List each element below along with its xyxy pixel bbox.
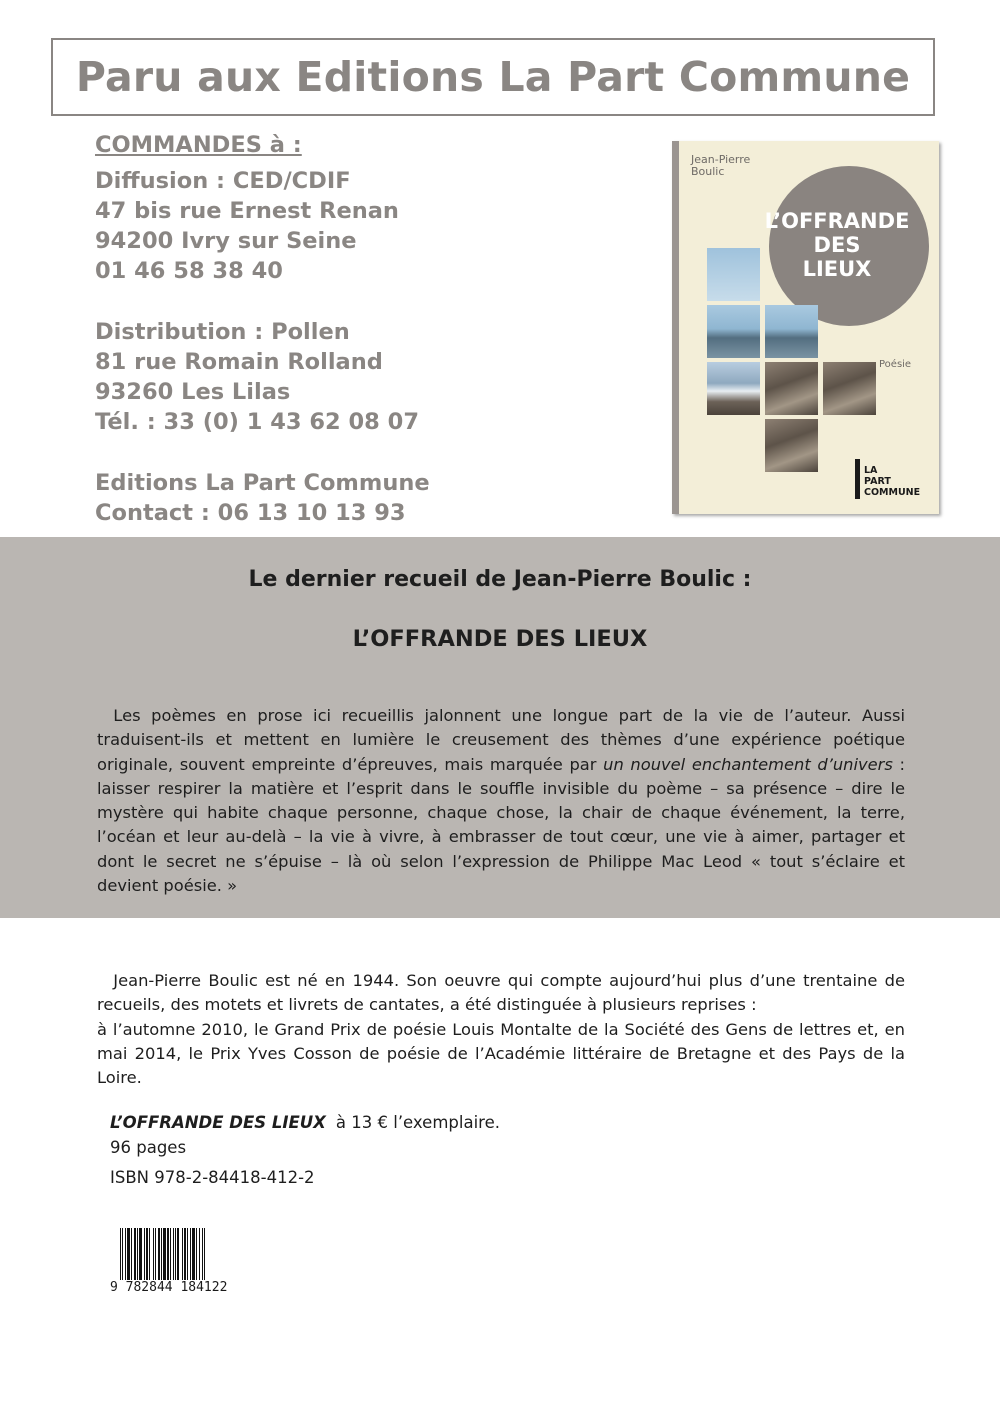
order-contacts	[95, 130, 655, 528]
cover-genre: Poésie	[879, 359, 912, 370]
page-title: Paru aux Editions La Part Commune	[75, 53, 911, 101]
distribution-line: 81 rue Romain Rolland	[95, 349, 383, 375]
cover-author: Jean-Pierre Boulic	[691, 153, 751, 178]
photo-tile	[707, 248, 760, 301]
barcode-digits: 9 782844 184122	[110, 1280, 260, 1295]
photo-tile	[765, 419, 818, 472]
diffusion-line: Diffusion : CED/CDIF	[95, 168, 351, 194]
author-bio	[97, 969, 905, 1090]
photo-tile	[765, 305, 818, 358]
cover-title: L’OFFRANDE DES LIEUX	[764, 209, 910, 281]
details-book-title: L’OFFRANDE DES LIEUX	[110, 1113, 326, 1132]
diffusion-line: 94200 Ivry sur Seine	[95, 228, 357, 254]
description-emphasis: un nouvel enchantement d’univers	[603, 754, 893, 774]
book-title-heading: L’OFFRANDE DES LIEUX	[352, 626, 648, 652]
band-heading: Le dernier recueil de Jean-Pierre Boulic :	[248, 567, 752, 592]
header-box	[51, 38, 935, 116]
diffusion-line: 47 bis rue Ernest Renan	[95, 198, 399, 224]
price: à 13 € l’exemplaire.	[335, 1113, 500, 1132]
publisher-logo-bar	[855, 459, 860, 499]
isbn: ISBN 978-2-84418-412-2	[110, 1168, 315, 1187]
editions-line: Contact : 06 13 10 13 93	[95, 500, 406, 526]
photo-tile	[765, 362, 818, 415]
distribution-line: Distribution : Pollen	[95, 319, 350, 345]
bio-paragraph: à l’automne 2010, le Grand Prix de poésie Louis Montalte de la Société des Gens de lettres et, en mai 2014, le Prix Yves Cosson de poésie de l’Académie littéraire de Bretagne et des Pays de la Loire.	[97, 1019, 905, 1088]
distribution-line: 93260 Les Lilas	[95, 379, 291, 405]
book-cover	[672, 141, 939, 514]
book-details	[110, 1111, 500, 1191]
photo-tile	[707, 362, 760, 415]
diffusion-line: 01 46 58 38 40	[95, 258, 283, 284]
distribution-line: Tél. : 33 (0) 1 43 62 08 07	[95, 409, 419, 435]
orders-heading: COMMANDES à :	[95, 132, 302, 158]
cover-spine	[672, 141, 679, 514]
book-description: Les poèmes en prose ici recueillis jalonnent une longue part de la vie de l’auteur. Aussi traduisent-ils et mettent en lumière le creusement des thèmes d’une expérience poétique originale, souvent empreinte d’épreuves, mais marquée par un nouvel enchantement d’univers : laisser respirer la matière et l’esprit dans le souffle invisible du poème – sa présence – dire le mystère qui habite chaque personne, chaque chose, la chair de chaque événement, la terre, l’océan et leur au-delà – la vie à vivre, à embrasser de tout cœur, une vie à aimer, partager et dont le secret ne s’épuise – là où selon l’expression de Philippe Mac Leod « tout s’éclaire et devient poésie. »	[97, 706, 905, 896]
publisher-logo: LA PART COMMUNE	[864, 465, 921, 498]
summary-band	[0, 537, 1000, 918]
page-count: 96 pages	[110, 1137, 187, 1157]
photo-tile	[823, 362, 876, 415]
bio-paragraph: Jean-Pierre Boulic est né en 1944. Son oeuvre qui compte aujourd’hui plus d’une trentaine de recueils, des motets et livrets de cantates, a été distinguée à plusieurs reprises :	[97, 971, 905, 1015]
editions-line: Editions La Part Commune	[95, 470, 430, 496]
photo-tile	[707, 305, 760, 358]
